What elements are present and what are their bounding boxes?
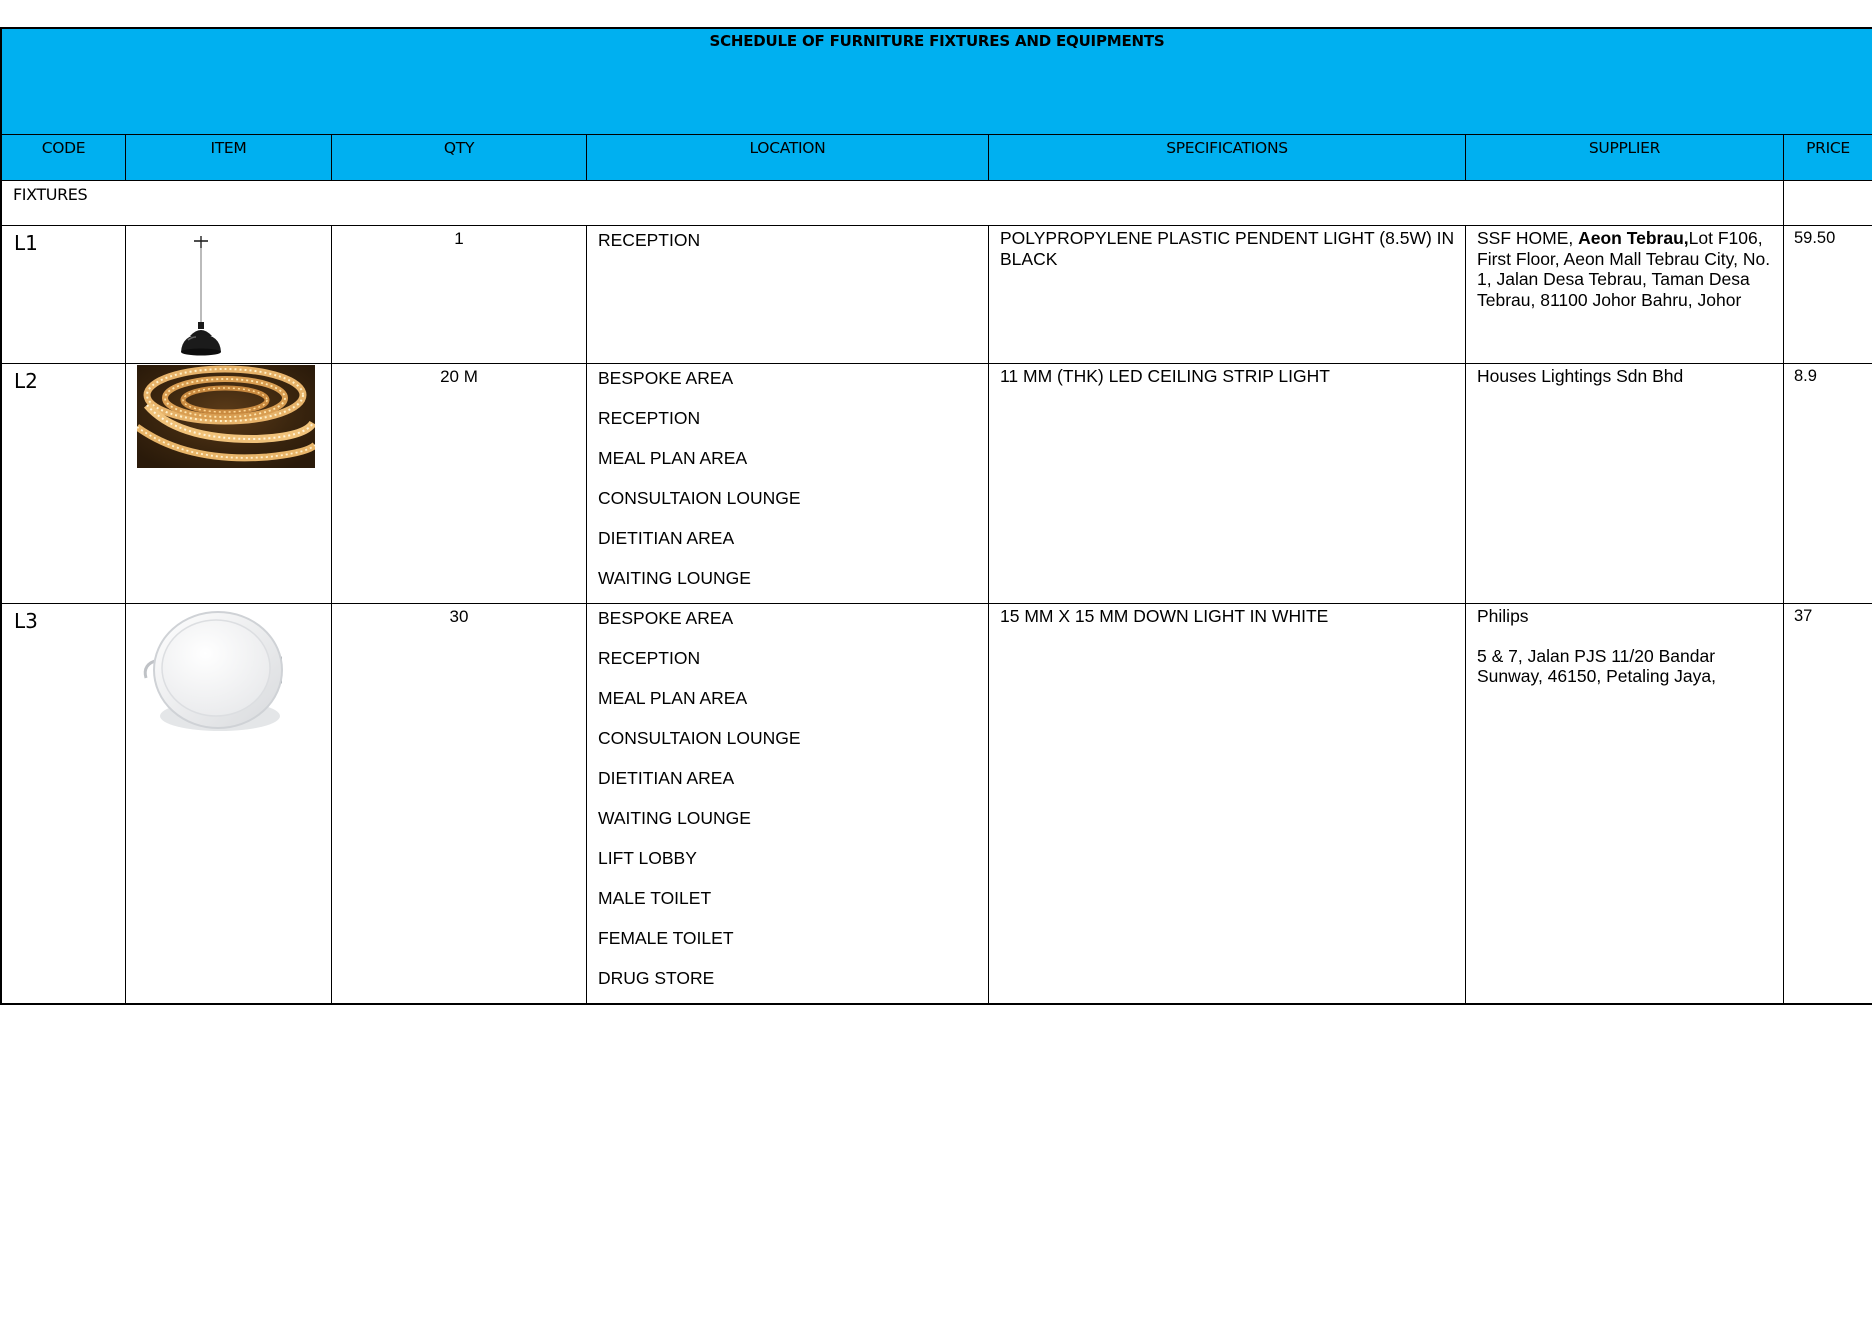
header-code: CODE	[2, 135, 126, 180]
location-entry: RECEPTION	[598, 408, 701, 428]
item-supplier	[1466, 226, 1784, 363]
supplier-name: Houses Lightings Sdn Bhd	[1477, 366, 1684, 386]
table-row	[2, 364, 1872, 604]
location-entry: CONSULTAION LOUNGE	[598, 728, 801, 748]
title-band	[2, 29, 1872, 135]
supplier-name: Philips	[1477, 606, 1529, 626]
item-image-cell	[126, 604, 332, 1003]
table-row	[2, 604, 1872, 1003]
item-price: 8.9	[1794, 367, 1817, 385]
location-entry: RECEPTION	[598, 648, 701, 668]
header-specifications: SPECIFICATIONS	[989, 135, 1466, 180]
location-entry: DRUG STORE	[598, 968, 715, 988]
location-entry: WAITING LOUNGE	[598, 808, 751, 828]
location-entry: MEAL PLAN AREA	[598, 448, 748, 468]
supplier-address: Lot F106, First Floor, Aeon Mall Tebrau City, No. 1, Jalan Desa Tebrau, Taman Desa Tebrau, 81100 Johor Bahru, Johor	[1477, 228, 1771, 310]
item-code: L3	[2, 604, 126, 1003]
section-label: FIXTURES	[2, 181, 1784, 225]
item-specification: POLYPROPYLENE PLASTIC PENDENT LIGHT (8.5W) IN BLACK	[989, 226, 1466, 363]
location-entry: MEAL PLAN AREA	[598, 688, 748, 708]
column-header-row	[2, 135, 1872, 181]
schedule-title: SCHEDULE OF FURNITURE FIXTURES AND EQUIPMENTS	[709, 32, 1165, 50]
down-light-image	[138, 604, 298, 736]
item-price: 59.50	[1794, 229, 1836, 247]
location-entry: DIETITIAN AREA	[598, 528, 735, 548]
header-qty: QTY	[332, 135, 587, 180]
item-locations	[587, 604, 989, 1003]
item-locations	[587, 364, 989, 603]
header-location: LOCATION	[587, 135, 989, 180]
location-entry: LIFT LOBBY	[598, 848, 697, 868]
location-entry: FEMALE TOILET	[598, 928, 734, 948]
item-specification: 11 MM (THK) LED CEILING STRIP LIGHT	[989, 364, 1466, 603]
supplier-branch: Aeon Tebrau,	[1578, 228, 1689, 248]
item-code: L2	[2, 364, 126, 603]
schedule-table	[0, 27, 1872, 1005]
led-strip-image	[137, 365, 315, 468]
item-code: L1	[2, 226, 126, 363]
location-entry: RECEPTION	[598, 230, 701, 250]
header-price: PRICE	[1806, 139, 1850, 157]
item-image-cell	[126, 226, 332, 363]
item-qty: 1	[332, 226, 587, 363]
item-price: 37	[1794, 607, 1813, 625]
item-qty: 20 M	[332, 364, 587, 603]
location-entry: MALE TOILET	[598, 888, 712, 908]
supplier-address: 5 & 7, Jalan PJS 11/20 Bandar Sunway, 46150, Petaling Jaya,	[1477, 645, 1717, 686]
pendant-light-image	[178, 236, 224, 362]
item-image-cell	[126, 364, 332, 603]
table-row	[2, 226, 1872, 364]
section-row-fixtures	[2, 181, 1872, 226]
item-locations	[587, 226, 989, 363]
location-entry: CONSULTAION LOUNGE	[598, 488, 801, 508]
location-entry: WAITING LOUNGE	[598, 568, 751, 588]
item-supplier	[1466, 364, 1784, 603]
item-qty: 30	[332, 604, 587, 1003]
header-item: ITEM	[126, 135, 332, 180]
location-entry: BESPOKE AREA	[598, 368, 734, 388]
section-price-cell	[1784, 181, 1872, 225]
item-supplier	[1466, 604, 1784, 1003]
item-specification: 15 MM X 15 MM DOWN LIGHT IN WHITE	[989, 604, 1466, 1003]
supplier-name: SSF HOME,	[1477, 228, 1579, 248]
location-entry: DIETITIAN AREA	[598, 768, 735, 788]
location-entry: BESPOKE AREA	[598, 608, 734, 628]
header-supplier: SUPPLIER	[1466, 135, 1784, 180]
